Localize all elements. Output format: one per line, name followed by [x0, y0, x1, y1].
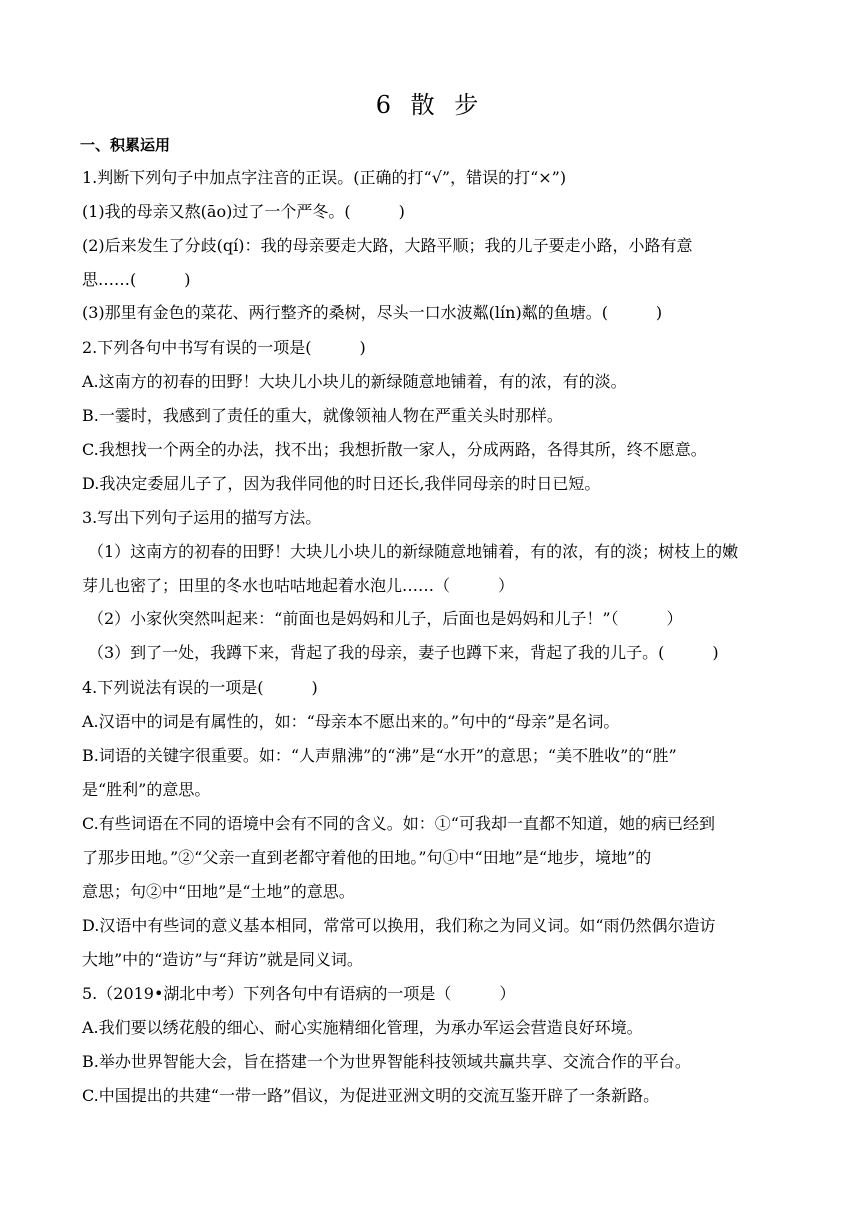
question-2-option-c: C.我想找一个两全的办法，找不出；我想折散一家人，分成两路，各得其所，终不愿意。 [82, 440, 707, 459]
question-1-item-2: (2)后来发生了分歧(qí)：我的母亲要走大路，大路平顺；我的儿子要走小路，小路有意 [82, 236, 693, 255]
question-2-option-d: D.我决定委屈儿子了，因为我伴同他的时日还长,我伴同母亲的时日已短。 [82, 474, 601, 493]
question-4-option-d: D.汉语中有些词的意义基本相同，常常可以换用，我们称之为同义词。如“雨仍然偶尔造访 [82, 916, 716, 935]
page-title: 6 散 步 [375, 91, 485, 119]
question-5-option-a: A.我们要以绣花般的细心、耐心实施精细化管理，为承办军运会营造良好环境。 [82, 1018, 643, 1037]
question-2-stem: 2.下列各句中书写有误的一项是( ) [82, 338, 366, 357]
question-1-stem: 1.判断下列句子中加点字注音的正误。(正确的打“√”，错误的打“×”) [82, 168, 567, 187]
question-4-option-a: A.汉语中的词是有属性的，如：“母亲本不愿出来的。”句中的“母亲”是名词。 [82, 712, 620, 731]
question-4-option-b: B.词语的关键字很重要。如：“人声鼎沸”的“沸”是“水开”的意思；“美不胜收”的“胜” [82, 746, 677, 765]
question-4-option-c-cont-1: 了那步田地。”②“父亲一直到老都守着他的田地。”句①中“田地”是“地步，境地”的 [82, 848, 652, 867]
question-4-option-c-cont-2: 意思；句②中“田地”是“土地”的意思。 [82, 882, 355, 901]
question-4-option-b-cont: 是“胜利”的意思。 [82, 780, 211, 799]
question-2-option-b: B.一霎时，我感到了责任的重大，就像领袖人物在严重关头时那样。 [82, 406, 563, 425]
question-3-item-1: （1）这南方的初春的田野！大块儿小块儿的新绿随意地铺着，有的浓，有的淡；树枝上的嫩 [88, 542, 739, 561]
question-4-option-c: C.有些词语在不同的语境中会有不同的含义。如：①“可我却一直都不知道，她的病已经到 [82, 814, 715, 833]
question-1-item-1: (1)我的母亲又熬(āo)过了一个严冬。( ) [82, 202, 405, 221]
question-3-stem: 3.写出下列句子运用的描写方法。 [82, 508, 322, 527]
question-3-item-1-cont: 芽儿也密了；田里的冬水也咕咕地起着水泡儿……（ ） [82, 576, 515, 595]
question-3-item-3: （3）到了一处，我蹲下来，背起了我的母亲，妻子也蹲下来，背起了我的儿子。( ) [88, 643, 719, 662]
section-heading: 一、积累运用 [80, 136, 171, 154]
question-2-option-a: A.这南方的初春的田野！大块儿小块儿的新绿随意地铺着，有的浓，有的淡。 [82, 372, 627, 391]
question-1-item-3: (3)那里有金色的菜花、两行整齐的桑树，尽头一口水波粼(lín)粼的鱼塘。( ) [82, 303, 663, 322]
question-4-option-d-cont: 大地”中的“造访”与“拜访”就是同义词。 [82, 950, 363, 969]
question-3-item-2: （2）小家伙突然叫起来：“前面也是妈妈和儿子，后面也是妈妈和儿子！”（ ） [88, 609, 683, 628]
question-4-stem: 4.下列说法有误的一项是( ) [82, 678, 318, 697]
question-5-option-b: B.举办世界智能大会，旨在搭建一个为世界智能科技领域共赢共享、交流合作的平台。 [82, 1052, 691, 1071]
question-5-option-c: C.中国提出的共建“一带一路”倡议，为促进亚洲文明的交流互鉴开辟了一条新路。 [82, 1086, 660, 1105]
question-1-item-2-cont: 思……( ) [82, 270, 191, 289]
question-5-stem: 5.（2019•湖北中考）下列各句中有语病的一项是（ ） [82, 984, 516, 1003]
